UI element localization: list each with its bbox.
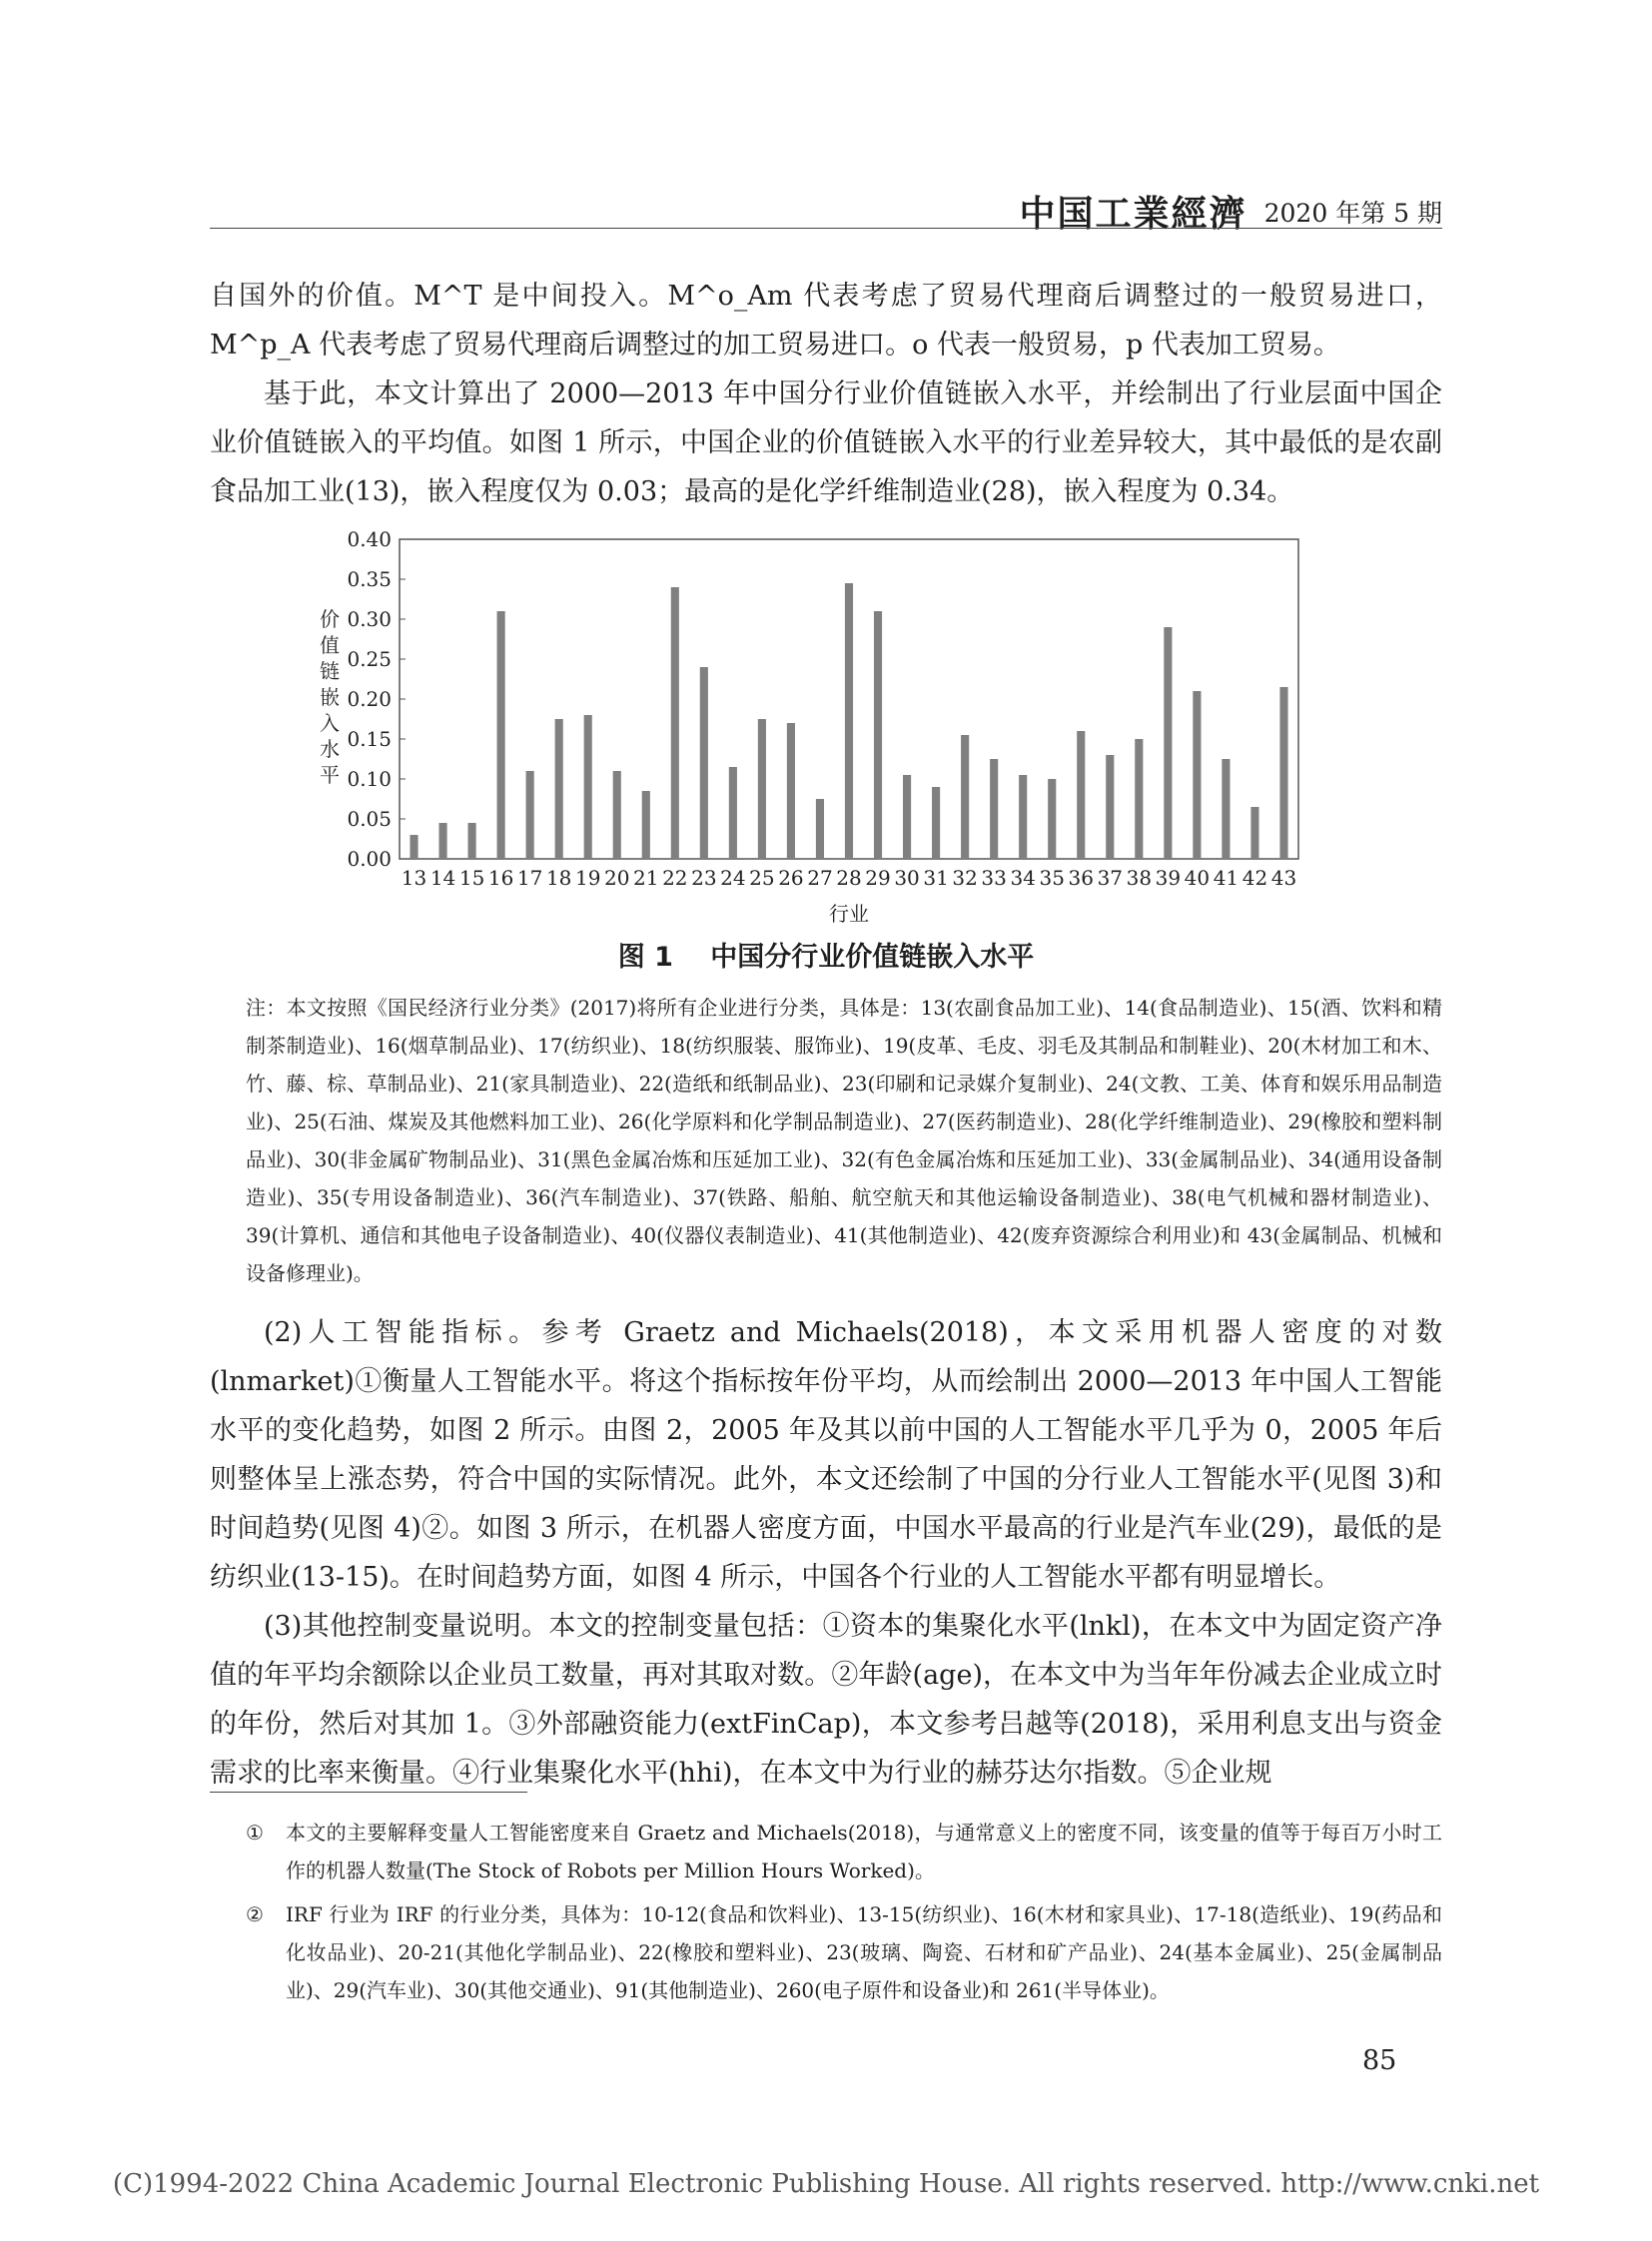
footnote-1 [246,1814,1442,1889]
bar [758,719,766,859]
bar [613,771,621,859]
x-tick-label: 23 [691,866,717,890]
bar [1250,807,1258,859]
bar [961,735,969,859]
figure-1-chart [310,527,1308,947]
bar [816,799,824,859]
x-tick-label: 38 [1126,866,1153,890]
footnotes [246,1814,1442,2015]
y-tick-label: 0.10 [347,767,392,791]
x-tick-label: 14 [429,866,456,890]
issue-number: 2020 年第 5 期 [1263,198,1442,228]
paragraph-2: 基于此，本文计算出了 2000—2013 年中国分行业价值链嵌入水平，并绘制出了行业层面中国企业价值链嵌入的平均值。如图 1 所示，中国企业的价值链嵌入水平的行业差异较大，其中最低的是农副食品加工业(13)，嵌入程度仅为 0.03；最高的是化学纤维制造业(28)，嵌入程度为 0.34。 [210,378,1442,507]
bar [1222,759,1230,859]
bar [990,759,998,859]
x-tick-label: 24 [720,866,746,890]
x-tick-label: 37 [1097,866,1124,890]
footnote-text: IRF 行业为 IRF 的行业分类，具体为：10-12(食品和饮料业)、13-15(纺织业)、16(木材和家具业)、17-18(造纸业)、19(药品和化妆品业)、20-21(其他化学制品业)、22(橡胶和塑料业)、23(玻璃、陶瓷、石材和矿产品业)、24(基本金属业)、25(金属制品业)、29(汽车业)、30(其他交通业)、91(其他制造业)、260(电子原件和设备业)和 261(半导体业)。 [286,1902,1442,2002]
bar [1135,739,1143,859]
x-tick-label: 41 [1213,866,1239,890]
x-tick-label: 20 [604,866,630,890]
x-tick-label: 28 [836,866,862,890]
figure-label: 图 1 [617,942,673,973]
bar [903,775,911,859]
masthead [0,186,1442,237]
paragraph-3: (2)人工智能指标。参考 Graetz and Michaels(2018)，本文采用机器人密度的对数(lnmarket)①衡量人工智能水平。将这个指标按年份平均，从而绘制出 2000—2013 年中国人工智能水平的变化趋势，如图 2 所示。由图 2，2005 年及其以前中国的人工智能水平几乎为 0，2005 年后则整体呈上涨态势，符合中国的实际情况。此外，本文还绘制了中国的分行业人工智能水平(见图 3)和时间趋势(见图 4)②。如图 3 所示，在机器人密度方面，中国水平最高的行业是汽车业(29)，最低的是纺织业(13-15)。在时间趋势方面，如图 4 所示，中国各个行业的人工智能水平都有明显增长。 [210,1317,1442,1593]
footnote-mark: ② [246,1902,264,1926]
journal-name: 中国工業經濟 [1019,194,1247,235]
footnote-rule [210,1792,527,1793]
y-tick-label: 0.25 [347,647,392,671]
x-tick-label: 22 [662,866,688,890]
footnote-2 [246,1895,1442,2009]
bar [642,791,650,859]
footnote-text: 本文的主要解释变量人工智能密度来自 Graetz and Michaels(2018)，与通常意义上的密度不同，该变量的值等于每百万小时工作的机器人数量(The Stock of Robots per Million Hours Worked)。 [286,1821,1442,1882]
bar [1279,687,1287,859]
bar [555,719,563,859]
y-tick-label: 0.15 [347,727,392,751]
page-number: 85 [1362,2045,1397,2076]
bar [1193,691,1201,859]
y-tick-label: 0.40 [347,527,392,551]
x-tick-label: 16 [487,866,514,890]
bar [787,723,795,859]
x-tick-label: 40 [1184,866,1211,890]
x-tick-label: 25 [749,866,775,890]
x-tick-label: 21 [633,866,659,890]
y-tick-label: 0.00 [347,847,392,871]
bar [1164,627,1172,859]
bar [1048,779,1056,859]
x-tick-label: 26 [778,866,804,890]
x-tick-label: 32 [952,866,978,890]
x-tick-label: 18 [545,866,572,890]
body-section-bottom [210,1308,1442,1798]
x-tick-label: 27 [807,866,833,890]
figure-title: 中国分行业价值链嵌入水平 [710,942,1035,973]
paragraph-1: 自国外的价值。M^T 是中间投入。M^o_Am 代表考虑了贸易代理商后调整过的一般贸易进口，M^p_A 代表考虑了贸易代理商后调整过的加工贸易进口。o 代表一般贸易，p 代表加工贸易。 [210,281,1442,361]
x-tick-label: 29 [865,866,891,890]
x-tick-label: 43 [1270,866,1297,890]
bar [410,835,417,859]
x-tick-label: 17 [516,866,543,890]
copyright-line: (C)1994-2022 China Academic Journal Electronic Publishing House. All rights reserved. http://www.cnki.net [112,2169,1540,2199]
header-rule [210,228,1442,229]
bar [1106,755,1114,859]
x-tick-label: 13 [401,866,427,890]
x-tick-label: 33 [981,866,1007,890]
figure-note: 注：本文按照《国民经济行业分类》(2017)将所有企业进行分类，具体是：13(农副食品加工业)、14(食品制造业)、15(酒、饮料和精制茶制造业)、16(烟草制品业)、17(纺织业)、18(纺织服装、服饰业)、19(皮革、毛皮、羽毛及其制品和制鞋业)、20(木材加工和木、竹、藤、棕、草制品业)、21(家具制造业)、22(造纸和纸制品业)、23(印刷和记录媒介复制业)、24(文教、工美、体育和娱乐用品制造业)、25(石油、煤炭及其他燃料加工业)、26(化学原料和化学制品制造业)、27(医药制造业)、28(化学纤维制造业)、29(橡胶和塑料制品业)、30(非金属矿物制品业)、31(黑色金属冶炼和压延加工业)、32(有色金属冶炼和压延加工业)、33(金属制品业)、34(通用设备制造业)、35(专用设备制造业)、36(汽车制造业)、37(铁路、船舶、航空航天和其他运输设备制造业)、38(电气机械和器材制造业)、39(计算机、通信和其他电子设备制造业)、40(仪器仪表制造业)、41(其他制造业)、42(废弃资源综合利用业)和 43(金属制品、机械和设备修理业)。 [246,996,1442,1285]
figure-caption [0,935,1652,974]
y-tick-label: 0.30 [347,607,392,631]
x-tick-label: 39 [1155,866,1182,890]
bar [700,667,708,859]
paragraph-4: (3)其他控制变量说明。本文的控制变量包括：①资本的集聚化水平(lnkl)，在本文中为固定资产净值的年平均余额除以企业员工数量，再对其取对数。②年龄(age)，在本文中为当年年份减去企业成立时的年份，然后对其加 1。③外部融资能力(extFinCap)，本文参考吕越等(2018)，采用利息支出与资金需求的比率来衡量。④行业集聚化水平(hhi)，在本文中为行业的赫芬达尔指数。⑤企业规 [210,1611,1442,1789]
bar [874,611,882,859]
x-tick-label: 34 [1010,866,1036,890]
y-axis-label: 价值链嵌入水平 [320,607,340,787]
x-tick-label: 19 [574,866,601,890]
bar [468,823,476,859]
bar-chart [310,527,1308,947]
bar [497,611,505,859]
bar [729,767,737,859]
x-tick-label: 31 [923,866,949,890]
bar [845,583,853,859]
x-axis-label: 行业 [829,902,869,926]
y-tick-label: 0.05 [347,807,392,831]
bar [526,771,534,859]
y-tick-label: 0.35 [347,567,392,591]
footnote-mark: ① [246,1821,264,1845]
bar [932,787,940,859]
bar [671,587,679,859]
x-tick-label: 36 [1068,866,1094,890]
bar [1019,775,1027,859]
x-tick-label: 42 [1241,866,1268,890]
bar [438,823,446,859]
bar [584,715,592,859]
y-tick-label: 0.20 [347,687,392,711]
body-section-top [210,272,1442,516]
x-tick-label: 15 [458,866,485,890]
bar [1077,731,1085,859]
x-tick-label: 35 [1039,866,1065,890]
x-tick-label: 30 [894,866,920,890]
